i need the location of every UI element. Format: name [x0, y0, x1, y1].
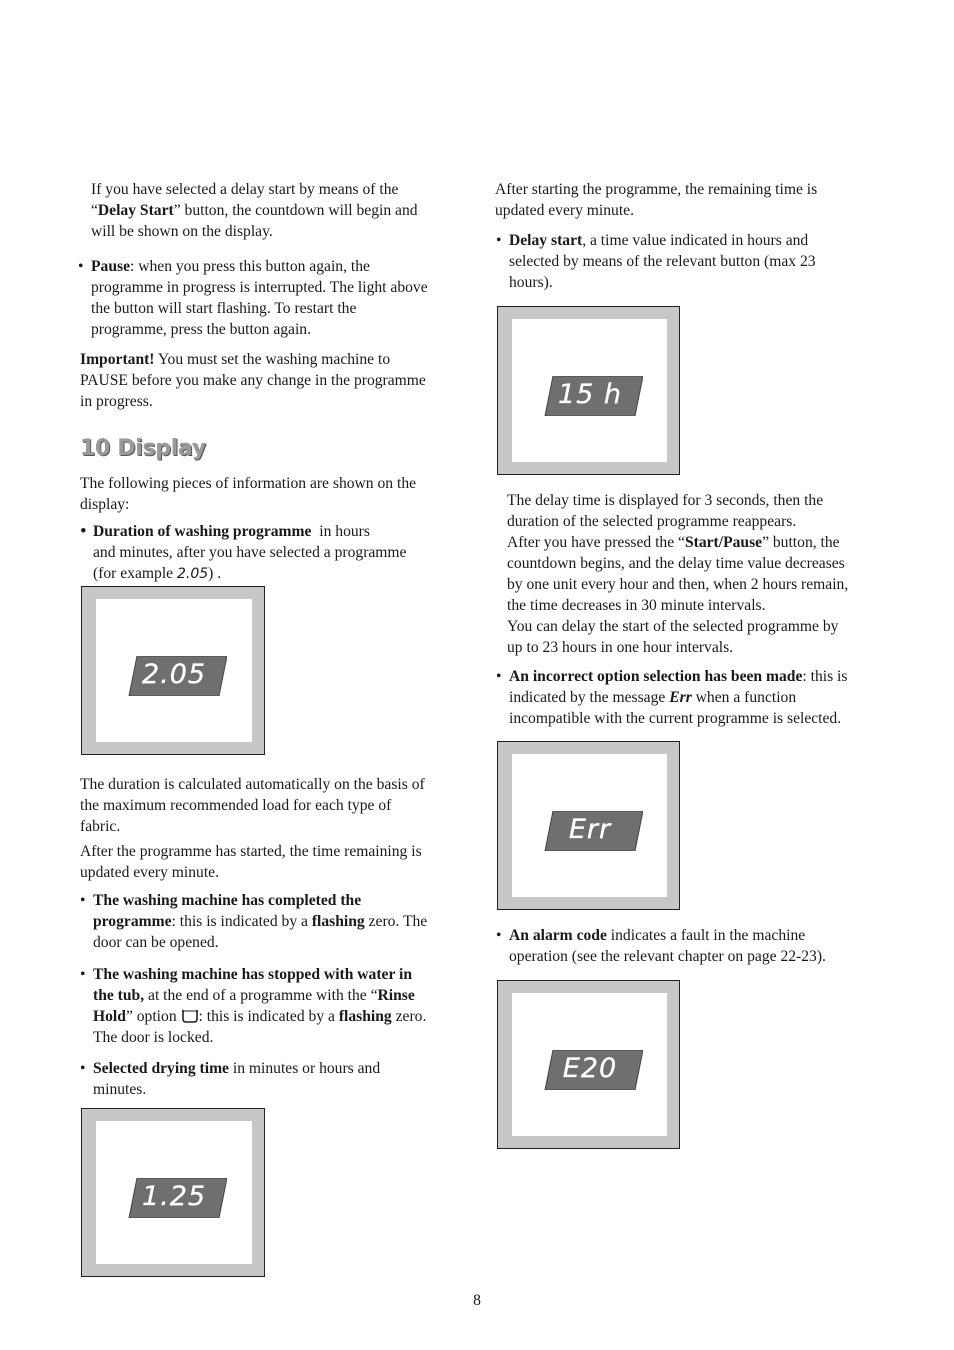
- text-span: After you have pressed the “: [507, 534, 685, 551]
- bold-text: Important!: [80, 351, 155, 368]
- text-line: [93, 1058, 380, 1079]
- delay-info-paragraph: [507, 490, 848, 658]
- text-line: the time decreases in 30 minute intervals.: [507, 597, 766, 614]
- text-line: [93, 563, 406, 585]
- text-line: minutes.: [93, 1081, 147, 1098]
- bullet-dot: •: [78, 258, 84, 275]
- bold-text: An alarm code: [509, 927, 607, 944]
- text-line: [93, 985, 426, 1006]
- completed-bullet: [80, 890, 428, 953]
- text-span: You must set the washing machine to: [154, 351, 391, 368]
- text-line: countdown begins, and the delay time value decreases: [507, 555, 845, 572]
- text-span: : this is indicated by a: [171, 913, 312, 930]
- text-span: at the end of a programme with the “: [144, 987, 378, 1004]
- text-line: [509, 230, 816, 251]
- bold-text: the tub,: [93, 987, 145, 1004]
- bullet-dot: •: [80, 892, 86, 909]
- display-screen: [512, 754, 667, 897]
- display-screen: [512, 993, 667, 1136]
- delay-start-bullet: [496, 230, 816, 293]
- text-line: duration of the selected programme reappears.: [507, 513, 797, 530]
- text-span: ” option: [125, 1008, 181, 1025]
- bullet-dot: •: [496, 668, 502, 685]
- text-span: : when you press this button again, the: [129, 258, 370, 275]
- intro-paragraph: [80, 473, 416, 515]
- text-line: [93, 890, 427, 911]
- bullet-dot: •: [496, 927, 502, 944]
- bold-text: An incorrect option selection has been made: [509, 668, 803, 685]
- lcd-readout: [543, 811, 637, 849]
- text-line: The following pieces of information are shown on the: [80, 475, 417, 492]
- text-line: programme in progress is interrupted. The light above: [91, 279, 428, 296]
- display-panel-alarm: [497, 980, 680, 1149]
- text-line: and minutes, after you have selected a programme: [93, 544, 407, 561]
- text-line: After starting the programme, the remaining time is: [495, 181, 818, 198]
- text-line: the maximum recommended load for each type of: [80, 797, 392, 814]
- bold-text: Hold: [93, 1008, 126, 1025]
- bold-text: programme: [93, 913, 172, 930]
- text-span: , a time value indicated in hours and: [582, 232, 809, 249]
- text-line: by one unit every hour and then, when 2 hours remain,: [507, 576, 849, 593]
- section-title: 10 Display: [80, 436, 206, 461]
- pause-bullet: [78, 256, 428, 340]
- text-line: programme, press the button again.: [91, 321, 311, 338]
- lcd-readout: [127, 656, 221, 694]
- inline-display-example: 2.05: [177, 566, 209, 582]
- display-panel-delay: [497, 306, 680, 475]
- text-line: The duration is calculated automatically on the basis of: [80, 776, 425, 793]
- tub-icon: [181, 1007, 199, 1023]
- text-line: [91, 256, 428, 277]
- incorrect-option-bullet: [496, 666, 848, 729]
- text-span: ” button, the: [762, 534, 840, 551]
- display-panel-error: [497, 741, 680, 910]
- lcd-readout: [543, 1050, 637, 1088]
- page-number: 8: [473, 1292, 481, 1309]
- lcd-readout: [127, 1178, 221, 1216]
- bold-text: Duration of washing programme: [93, 523, 312, 540]
- drying-bullet: [80, 1058, 381, 1100]
- text-line: After the programme has started, the time remaining is: [80, 843, 422, 860]
- text-line: The delay time is displayed for 3 seconds, then the: [507, 492, 824, 509]
- text-line: [509, 666, 847, 687]
- text-line: [507, 532, 848, 553]
- bold-text: Selected drying time: [93, 1060, 229, 1077]
- text-span: in hours: [311, 523, 370, 540]
- text-span: ” button, the countdown will begin and: [173, 202, 418, 219]
- bullet-dot: •: [80, 521, 87, 542]
- display-screen: [96, 1121, 252, 1264]
- text-line: [91, 200, 418, 221]
- text-span: indicated by the message: [509, 689, 670, 706]
- text-line: incompatible with the current programme is selected.: [509, 710, 842, 727]
- lcd-text: 15 h: [557, 379, 623, 410]
- stopped-bullet: [80, 964, 427, 1048]
- text-line: up to 23 hours in one hour intervals.: [507, 639, 734, 656]
- text-span: (for example: [93, 565, 177, 582]
- display-screen: [96, 599, 252, 742]
- text-line: [509, 925, 826, 946]
- after-started-paragraph: [80, 841, 422, 883]
- text-line: [93, 964, 426, 985]
- display-panel-drying: [81, 1108, 265, 1277]
- bold-text: The washing machine has completed the: [93, 892, 362, 909]
- right-after-paragraph: [495, 179, 817, 221]
- bold-text: Delay start: [509, 232, 583, 249]
- bold-text: Rinse: [377, 987, 415, 1004]
- bullet-dot: •: [496, 232, 502, 249]
- text-line: The door is locked.: [93, 1029, 214, 1046]
- calc-paragraph: [80, 774, 425, 837]
- display-screen: [512, 319, 667, 462]
- text-line: operation (see the relevant chapter on page 22-23).: [509, 948, 826, 965]
- text-line: updated every minute.: [495, 202, 634, 219]
- lcd-text: 1.25: [141, 1181, 207, 1212]
- err-text: Err: [669, 689, 692, 706]
- text-line: hours).: [509, 274, 553, 291]
- text-line: [93, 911, 427, 932]
- text-line: [93, 521, 406, 542]
- text-line: will be shown on the display.: [91, 223, 273, 240]
- bold-text: flashing: [311, 913, 365, 930]
- text-span: : this is: [802, 668, 848, 685]
- display-panel-duration: [81, 586, 265, 755]
- text-span: ) .: [208, 565, 222, 582]
- text-span: zero. The: [364, 913, 428, 930]
- alarm-code-bullet: [496, 925, 826, 967]
- bold-text: Delay Start: [97, 202, 174, 219]
- text-line: If you have selected a delay start by means of the: [91, 181, 399, 198]
- text-line: [509, 687, 847, 708]
- bold-text: Start/Pause: [684, 534, 763, 551]
- text-line: the button will start flashing. To restart the: [91, 300, 357, 317]
- text-span: in minutes or hours and: [228, 1060, 381, 1077]
- bold-text: The washing machine has stopped with water in: [93, 966, 413, 983]
- text-span: “: [91, 202, 98, 219]
- duration-bullet: [80, 521, 407, 585]
- text-line: in progress.: [80, 393, 153, 410]
- bullet-dot: •: [80, 1060, 86, 1077]
- text-line: fabric.: [80, 818, 121, 835]
- bold-text: Pause: [91, 258, 130, 275]
- text-line: PAUSE before you make any change in the programme: [80, 372, 426, 389]
- lcd-text: E20: [562, 1053, 618, 1084]
- lcd-text: 2.05: [141, 659, 207, 690]
- text-line: [80, 349, 426, 370]
- important-paragraph: [80, 349, 426, 412]
- lcd-text: Err: [568, 814, 612, 845]
- text-span: indicates a fault in the machine: [606, 927, 806, 944]
- delay-start-paragraph: [91, 179, 418, 242]
- lcd-readout: [543, 376, 637, 414]
- text-span: zero.: [391, 1008, 427, 1025]
- bullet-dot: •: [80, 966, 86, 983]
- text-span: : this is indicated by a: [198, 1008, 339, 1025]
- text-line: [93, 1006, 426, 1027]
- text-line: updated every minute.: [80, 864, 219, 881]
- text-line: selected by means of the relevant button (max 23: [509, 253, 816, 270]
- text-line: display:: [80, 496, 130, 513]
- bold-text: flashing: [338, 1008, 392, 1025]
- text-span: when a function: [691, 689, 797, 706]
- text-line: You can delay the start of the selected programme by: [507, 618, 839, 635]
- text-line: door can be opened.: [93, 934, 219, 951]
